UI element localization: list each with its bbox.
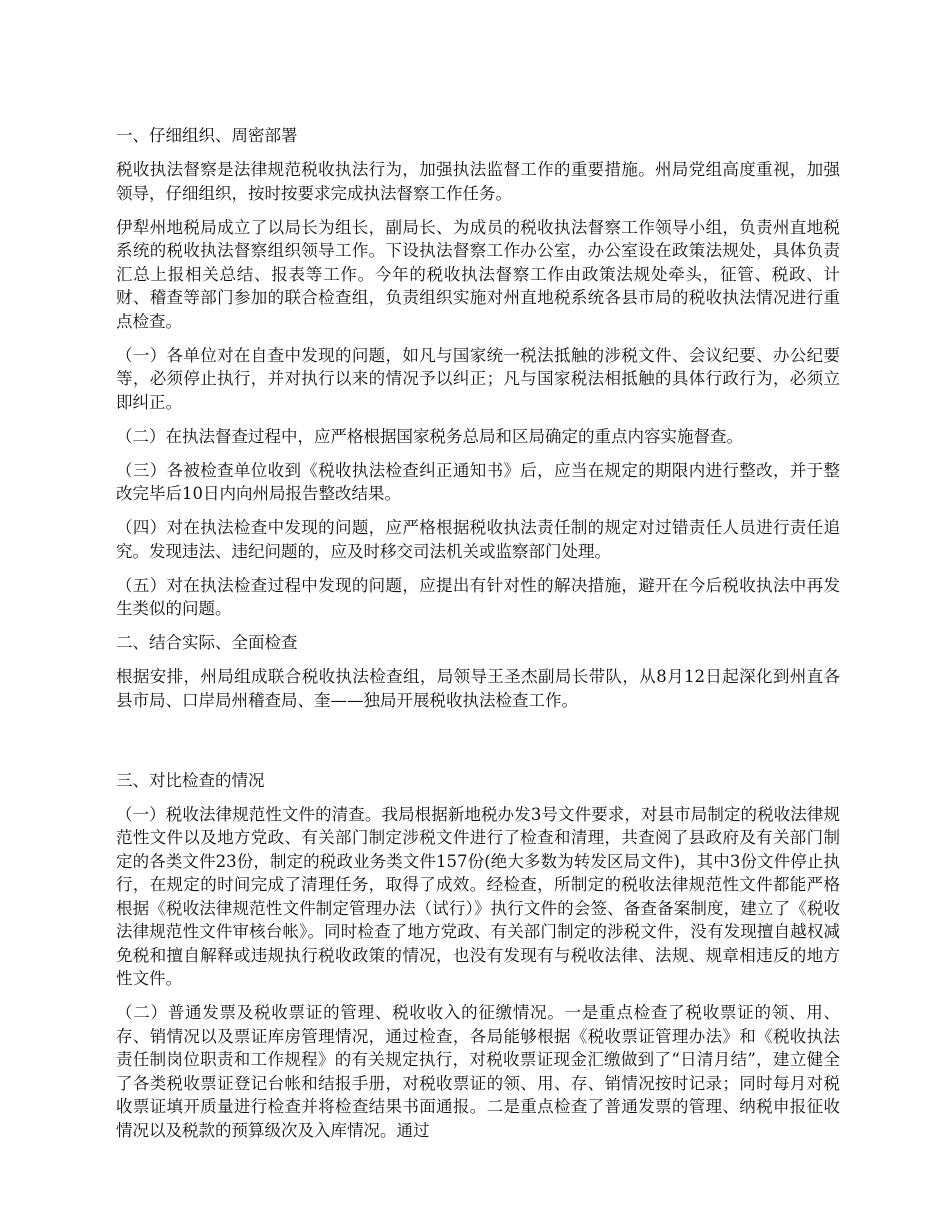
section-spacer [116, 723, 840, 769]
paragraph: 根据安排，州局组成联合税收执法检查组，局领导王圣杰副局长带队，从8月12日起深化到州直各县市局、口岸局州稽查局、奎——独局开展税收执法检查工作。 [116, 667, 840, 710]
paragraph: （二）在执法督查过程中，应严格根据国家税务总局和区局确定的重点内容实施督查。 [116, 426, 743, 446]
paragraph: 伊犁州地税局成立了以局长为组长，副局长、为成员的税收执法督察工作领导小组，负责州直地税系统的税收执法督察组织领导工作。下设执法督察工作办公室，办公室设在政策法规处，具体负责汇总上报相关总结、报表等工作。今年的税收执法督察工作由政策法规处牵头，征管、税政、计财、稽查等部门参加的联合检查组，负责组织实施对州直地税系统各县市局的税收执法情况进行重点检查。 [116, 217, 840, 331]
paragraph: （四）对在执法检查中发现的问题，应严格根据税收执法责任制的规定对过错责任人员进行责任追究。发现违法、违纪问题的，应及时移交司法机关或监察部门处理。 [116, 518, 840, 561]
section-heading: 一、仔细组织、周密部署 [116, 126, 298, 145]
paragraph: 税收执法督察是法律规范税收执法行为，加强执法监督工作的重要措施。州局党组高度重视，加强领导，仔细组织，按时按要求完成执法督察工作任务。 [116, 160, 840, 203]
section-heading: 三、对比检查的情况 [116, 770, 265, 790]
paragraph: （一）税收法律规范性文件的清查。我局根据新地税办发3号文件要求，对县市局制定的税收法律规范性文件以及地方党政、有关部门制定涉税文件进行了检查和清理，共查阅了县政府及有关部门制定的各类文件23份，制定的税政业务类文件157份(绝大多数为转发区局文件)，其中3份文件停止执行，在规定的时间完成了清理任务，取得了成效。经检查，所制定的税收法律规范性文件都能严格根据《税收法律规范性文件制定管理办法（试行）》执行文件的会签、备查备案制度，建立了《税收法律规范性文件审核台帐》。同时检查了地方党政、有关部门制定的涉税文件，没有发现擅自越权减免税和擅自解释或违规执行税收政策的情况，也没有发现有与税收法律、法规、规章相违反的地方性文件。 [116, 804, 840, 988]
paragraph: （三）各被检查单位收到《税收执法检查纠正通知书》后，应当在规定的期限内进行整改，并于整改完毕后10日内向州局报告整改结果。 [116, 460, 840, 503]
section-heading: 二、结合实际、全面检查 [116, 633, 298, 652]
document-body [116, 124, 840, 1153]
paragraph: （二）普通发票及税收票证的管理、税收收入的征缴情况。一是重点检查了税收票证的领、用、存、销情况以及票证库房管理情况，通过检查，各局能够根据《税收票证管理办法》和《税收执法责任制岗位职责和工作规程》的有关规定执行，对税收票证现金汇缴做到了“日清月结”，建立健全了各类税收票证登记台帐和结报手册，对税收票证的领、用、存、销情况按时记录；同时每月对税收票证填开质量进行检查并将检查结果书面通报。二是重点检查了普通发票的管理、纳税申报征收情况以及税款的预算级次及入库情况。通过 [116, 1003, 840, 1140]
paragraph: （一）各单位对在自查中发现的问题，如凡与国家统一税法抵触的涉税文件、会议纪要、办公纪要等，必须停止执行，并对执行以来的情况予以纠正；凡与国家税法相抵触的具体行政行为，必须立即纠正。 [116, 345, 840, 412]
paragraph: （五）对在执法检查过程中发现的问题，应提出有针对性的解决措施，避开在今后税收执法中再发生类似的问题。 [116, 575, 840, 618]
